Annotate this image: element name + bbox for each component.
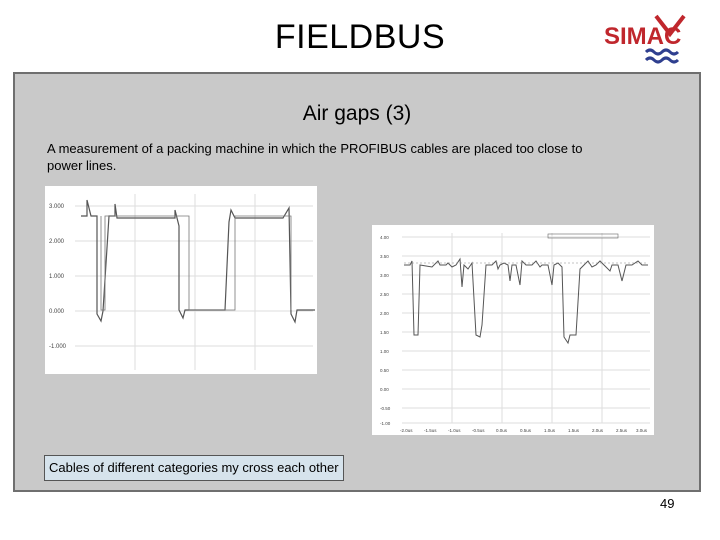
chart-right-ytick: 2.50	[380, 292, 389, 297]
chart-left-ytick: 2.000	[49, 239, 65, 245]
chart-right-ytick: 3.50	[380, 254, 389, 259]
chart-right-svg	[372, 225, 654, 435]
simac-logo	[600, 14, 690, 68]
content-panel	[13, 72, 701, 492]
logo-text: SIMAC	[604, 23, 682, 50]
chart-right-ytick: -1.00	[380, 421, 391, 426]
chart-right-xtick: -2.0us	[400, 428, 413, 433]
chart-left-ytick: 3.000	[49, 204, 65, 210]
oscilloscope-chart-right	[372, 225, 654, 435]
page-number: 49	[660, 496, 675, 511]
chart-right-xtick: -1.5us	[424, 428, 437, 433]
chart-right-xtick: -1.0us	[448, 428, 461, 433]
chart-right-ytick: 1.50	[380, 330, 389, 335]
chart-right-xtick: 3.0us	[636, 428, 648, 433]
chart-left-ytick: -1.000	[49, 344, 67, 350]
chart-left-trace	[81, 200, 315, 322]
chart-right-ytick: 3.00	[380, 273, 389, 278]
chart-right-xtick: 1.5us	[568, 428, 580, 433]
chart-right-xtick: -0.5us	[472, 428, 485, 433]
slide-title: FIELDBUS	[274, 18, 446, 56]
description-text: A measurement of a packing machine in which the PROFIBUS cables are placed too close to power lines.	[47, 141, 583, 173]
chart-right-xtick: 0.0us	[496, 428, 508, 433]
chart-right-ytick: -0.50	[380, 406, 391, 411]
chart-right-ytick: 4.00	[380, 235, 389, 240]
chart-right-ytick: 0.50	[380, 368, 389, 373]
chart-right-ytick: 0.00	[380, 387, 389, 392]
chart-right-ytick: 2.00	[380, 311, 389, 316]
chart-right-xtick: 2.0us	[592, 428, 604, 433]
chart-right-xtick: 0.5us	[520, 428, 532, 433]
chart-right-trace	[404, 259, 648, 343]
oscilloscope-chart-left	[45, 186, 317, 374]
chart-left-svg	[45, 186, 317, 374]
chart-right-xtick: 2.5us	[616, 428, 628, 433]
chart-right-ytick: 1.00	[380, 349, 389, 354]
panel-heading: Air gaps (3)	[302, 102, 412, 125]
chart-right-xtick: 1.0us	[544, 428, 556, 433]
chart-left-ytick: 0.000	[49, 309, 65, 315]
caption-box: Cables of different categories my cross each other	[44, 455, 344, 481]
chart-left-ytick: 1.000	[49, 274, 65, 280]
